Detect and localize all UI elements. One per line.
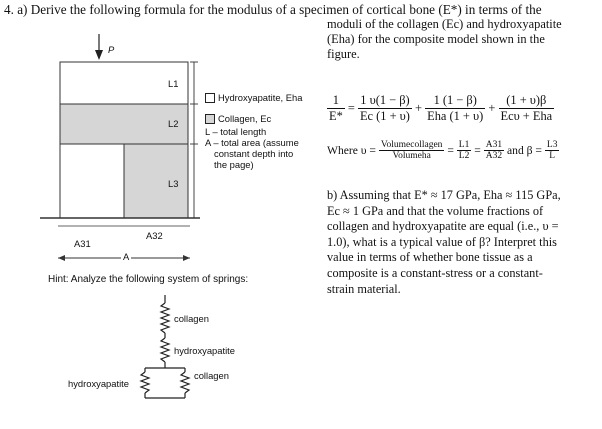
part-b-line-1: b) Assuming that E* ≈ 17 GPa, Eha ≈ 115 GPa, — [327, 188, 561, 202]
t2-denominator: Eha (1 + υ) — [427, 109, 484, 123]
part-b-line-5: value in terms of whether bone tissue as a — [327, 250, 533, 265]
l3-label: L3 — [168, 178, 179, 189]
intro-line-1: moduli of the collagen (Ec) and hydroxyapatite — [327, 17, 562, 31]
t1-numerator: υ(1 − β) — [369, 93, 410, 107]
force-arrow-head — [95, 50, 103, 60]
t3-denominator: Ecυ + Eha — [500, 109, 553, 123]
where-f4-num: L3 — [546, 140, 558, 150]
spring-collagen-top — [161, 303, 169, 333]
part-b-line-2: Ec ≈ 1 GPa and that the volume fractions of — [327, 203, 544, 218]
question-title: 4. a) Derive the following formula for the modulus of a specimen of cortical bone (E*) in terms of the — [4, 2, 542, 17]
where-f3-num: A31 — [485, 140, 503, 150]
force-label: P — [108, 44, 115, 55]
intro-line-2: (Eha) for the composite model shown in the — [327, 32, 545, 46]
where-f1-den: Volumeha — [392, 151, 431, 161]
part-b-line-7: strain material. — [327, 281, 401, 296]
legend-area-def-3: the page) — [214, 159, 254, 170]
spring-label-collagen-right: collagen — [194, 370, 229, 381]
where-prefix: Where υ = — [327, 144, 376, 157]
spring-label-ha-mid: hydroxyapatite — [174, 345, 235, 356]
part-b-line-4: 1.0), what is a typical value of β? Interpret this — [327, 234, 557, 249]
lhs-numerator: 1 — [327, 93, 345, 109]
where-f1-num: Volumecollagen — [380, 140, 443, 150]
a32-label: A32 — [146, 230, 163, 241]
legend-length-def: L – total length — [205, 126, 267, 137]
l1-label: L1 — [168, 78, 179, 89]
a-label: A — [123, 251, 130, 262]
where-f2-den: L2 — [458, 151, 470, 161]
t1-numerator-one: 1 — [360, 93, 367, 107]
where-definitions: Where υ = $\frac{\text{Volumecollagen}}{\text{Volumeha}}$ = $\frac{L1}{L2}$ = $\frac{A31}{A32}$ and β = $\frac{L3}{L}$ — [327, 140, 558, 161]
legend-collagen-swatch — [205, 114, 215, 124]
spring-ha-left — [141, 372, 149, 393]
l2-label: L2 — [168, 118, 179, 129]
intro-line-3: figure. — [327, 47, 360, 61]
where-and-beta: and β = — [507, 144, 542, 157]
legend-ha-swatch — [205, 93, 215, 103]
spring-ha-mid — [161, 338, 169, 362]
t2-numerator: (1 − β) — [442, 93, 477, 107]
part-b-line-6: composite is a constant-stress or a constant- — [327, 265, 543, 280]
legend-area-def-1: A – total area (assume — [205, 137, 299, 148]
where-f3-den: A32 — [485, 151, 503, 161]
lhs-denominator: E* — [329, 109, 343, 123]
hint-text: Hint: Analyze the following system of springs: — [48, 274, 249, 285]
a31-label: A31 — [74, 238, 91, 249]
spring-label-ha-left: hydroxyapatite — [68, 378, 129, 389]
legend-area-def-2: constant depth into — [214, 148, 294, 159]
ha-block-parallel — [60, 144, 124, 218]
t1-denominator: Ec (1 + υ) — [359, 109, 410, 123]
legend-hydroxyapatite: Hydroxyapatite, Eha — [218, 92, 303, 103]
spring-label-collagen-top: collagen — [174, 313, 209, 324]
spring-collagen-right — [181, 372, 189, 393]
where-f4-den: L — [549, 151, 556, 161]
where-f2-num: L1 — [458, 140, 470, 150]
part-b-line-3: collagen and hydroxyapatite are equal (i.e., υ = — [327, 219, 559, 234]
t3-numerator: (1 + υ)β — [499, 93, 555, 109]
t2-numerator-one: 1 — [433, 93, 440, 107]
legend-collagen: Collagen, Ec — [218, 113, 272, 124]
modulus-formula: $\frac{1}{E*}$ = $\frac{1 \upsilon(1 - \beta)}{Ec (1 + \upsilon)}$ + $\frac{1 (1 - \beta)}{\text{Eha (1 + υ)}}$ + $\frac{(1 + \upsilon)\beta}{\text{Ecυ + Eha}}$ — [329, 93, 553, 123]
part-b-text — [327, 188, 602, 297]
